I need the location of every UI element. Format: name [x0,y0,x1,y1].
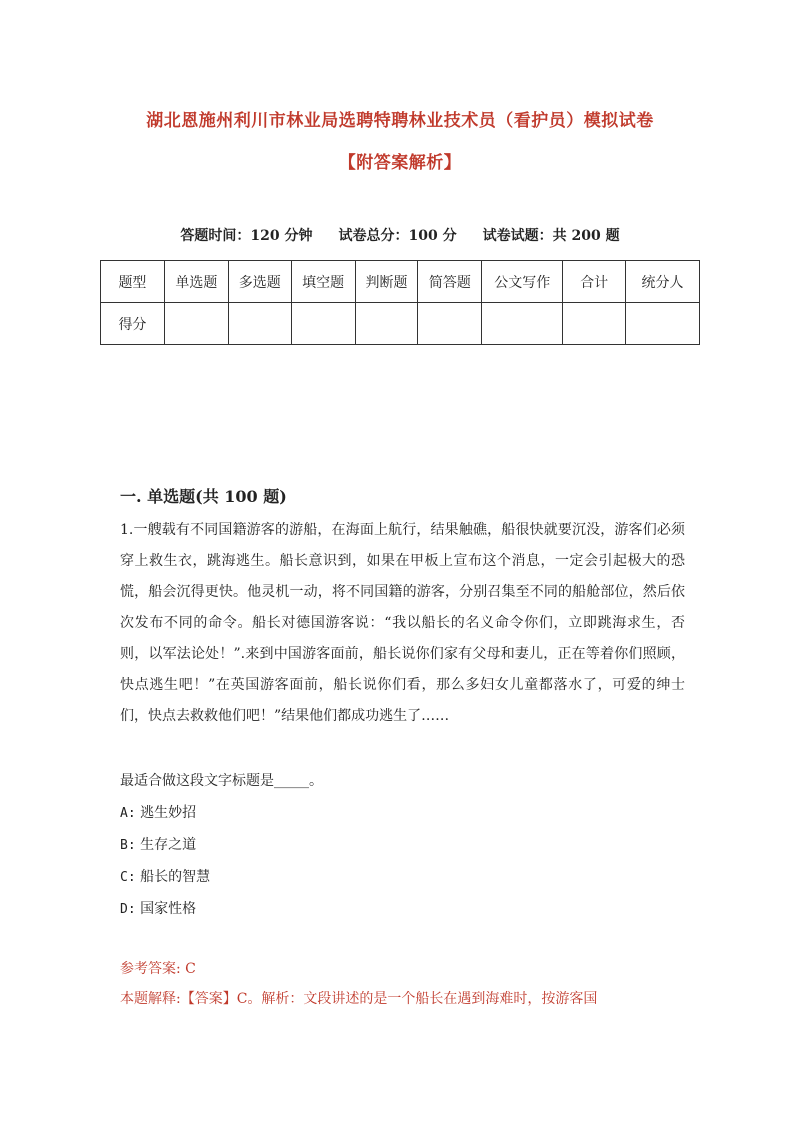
table-header-cell: 简答题 [418,261,482,303]
option-d [120,898,196,918]
table-header-cell: 填空题 [291,261,355,303]
option-letter: D: [120,902,136,917]
table-header-cell: 单选题 [164,261,228,303]
option-text: 逃生妙招 [140,805,197,821]
score-cell [626,303,700,345]
option-text: 生存之道 [140,837,197,853]
option-c [120,866,210,886]
question-prompt: 最适合做这段文字标题是_____。 [120,773,323,789]
exam-total-score: 试卷总分：100 分 [338,228,457,244]
score-table-score-row [101,303,700,345]
page-subtitle: 【附答案解析】 [338,153,462,173]
option-letter: C: [120,870,136,885]
score-table [100,260,700,345]
option-text: 船长的智慧 [140,869,211,885]
question-text: 1.一艘载有不同国籍游客的游船，在海面上航行，结果触礁，船很快就要沉没，游客们必须穿上救生衣，跳海逃生。船长意识到，如果在甲板上宣布这个消息，一定会引起极大的恐慌，船会沉得更快。他灵机一动，将不同国籍的游客，分别召集至不同的船舱部位，然后依次发布不同的命令。船长对德国游客说：“我以船长的名义命令你们，立即跳海求生，否则，以军法论处！”.来到中国游客面前，船长说你们家有父母和妻儿，正在等着你们照顾，快点逃生吧！”在英国游客面前，船长说你们看，那么多妇女儿童都落水了，可爱的绅士们，快点去救救他们吧！”结果他们都成功逃生了…… [120,522,685,724]
exam-time: 答题时间：120 分钟 [180,228,313,244]
score-cell [563,303,626,345]
score-cell [291,303,355,345]
score-cell [355,303,418,345]
table-header-cell: 公文写作 [482,261,563,303]
score-cell [482,303,563,345]
score-row-label: 得分 [101,303,165,345]
table-header-cell: 判断题 [355,261,418,303]
option-text: 国家性格 [140,901,197,917]
option-a [120,802,196,822]
option-letter: A: [120,806,136,821]
exam-question-count: 试卷试题：共 200 题 [482,228,620,244]
option-b [120,834,196,854]
score-cell [164,303,228,345]
table-header-cell: 合计 [563,261,626,303]
option-letter: B: [120,838,136,853]
score-cell [418,303,482,345]
page-title: 湖北恩施州利川市林业局选聘特聘林业技术员（看护员）模拟试卷 [146,111,654,131]
score-cell [228,303,291,345]
table-header-cell: 题型 [101,261,165,303]
section-heading: 一. 单选题(共 100 题) [120,487,287,506]
answer-explanation: 本题解释:【答案】C。解析：文段讲述的是一个船长在遇到海难时，按游客国 [120,991,598,1007]
reference-answer: 参考答案: C [120,961,196,977]
exam-info [0,225,800,245]
score-table-header-row [101,261,700,303]
table-header-cell: 统分人 [626,261,700,303]
table-header-cell: 多选题 [228,261,291,303]
